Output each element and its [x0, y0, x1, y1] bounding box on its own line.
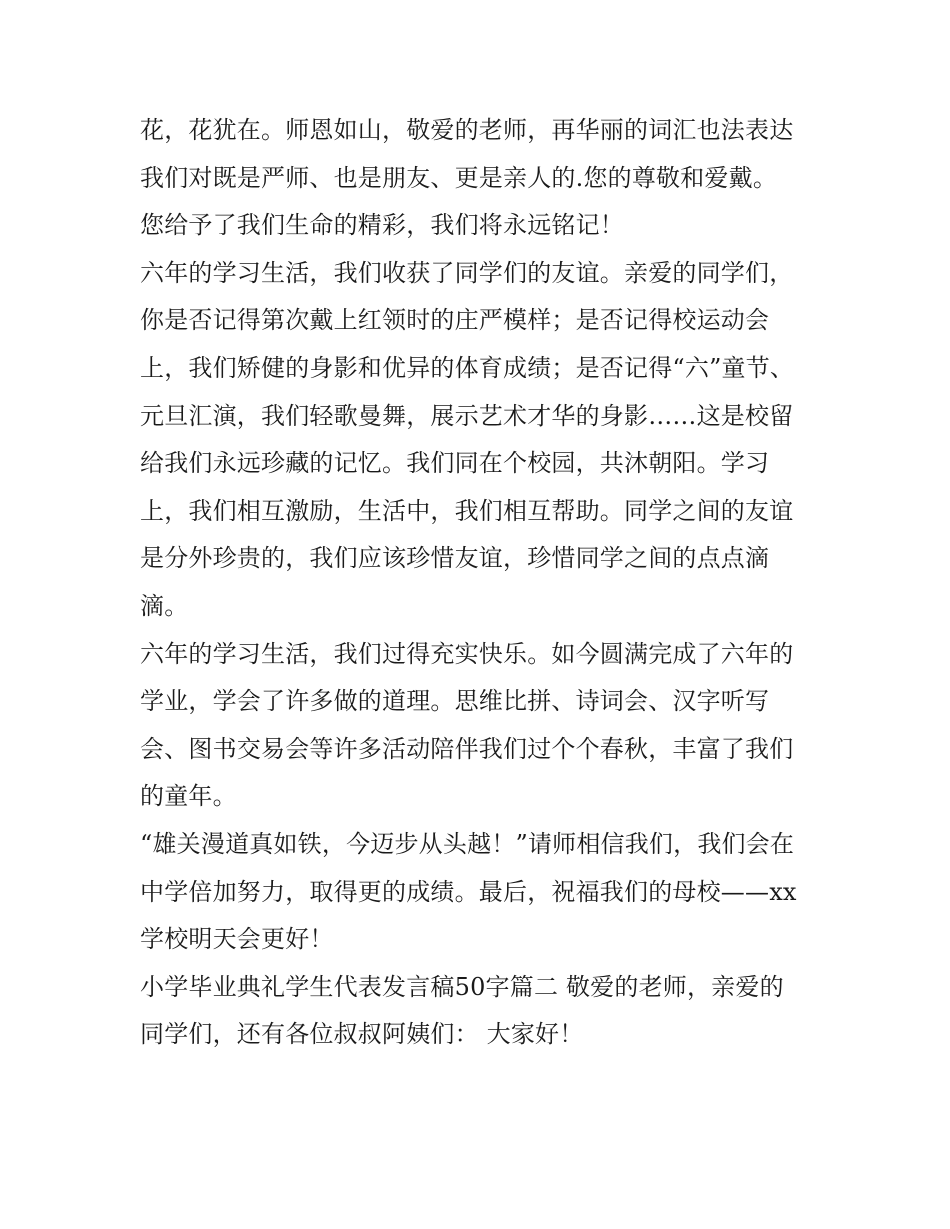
text-line: 会、图书交易会等许多活动陪伴我们过个个春秋，丰富了我们	[140, 734, 794, 763]
text-line: 学校明天会更好！	[140, 925, 334, 954]
text-line: 元旦汇演，我们轻歌曼舞，展示艺术才华的身影……这是校留	[140, 401, 794, 430]
text-line: 是分外珍贵的，我们应该珍惜友谊，珍惜同学之间的点点滴	[140, 544, 770, 573]
text-line: 您给予了我们生命的精彩，我们将永远铭记！	[140, 211, 624, 240]
text-line: “雄关漫道真如铁，今迈步从头越！”请师相信我们，我们会在	[140, 829, 795, 858]
text-line: 中学倍加努力，取得更的成绩。最后，祝福我们的母校——xx	[140, 877, 797, 906]
text-line: 的童年。	[140, 782, 237, 811]
text-line: 六年的学习生活，我们收获了同学们的友谊。亲爱的同学们，	[140, 258, 794, 287]
text-line: 上，我们相互激励，生活中，我们相互帮助。同学之间的友谊	[140, 496, 794, 525]
text-line: 滴。	[140, 591, 189, 620]
text-line: 上，我们矫健的身影和优异的体育成绩；是否记得“六”童节、	[140, 353, 795, 382]
text-line: 同学们，还有各位叔叔阿姨们： 大家好！	[140, 1020, 584, 1049]
text-line: 六年的学习生活，我们过得充实快乐。如今圆满完成了六年的	[140, 639, 794, 668]
text-line: 小学毕业典礼学生代表发言稿50字篇二 敬爱的老师，亲爱的	[140, 972, 784, 1001]
text-line: 我们对既是严师、也是朋友、更是亲人的.您的尊敬和爱戴。	[140, 163, 778, 192]
text-line: 学业，学会了许多做的道理。思维比拼、诗词会、汉字听写	[140, 687, 770, 716]
text-line: 给我们永远珍藏的记忆。我们同在个校园，共沐朝阳。学习	[140, 449, 770, 478]
body-text	[140, 107, 820, 1059]
text-line: 你是否记得第次戴上红领时的庄严模样；是否记得校运动会	[140, 306, 770, 335]
text-line: 花，花犹在。师恩如山，敬爱的老师，再华丽的词汇也法表达	[140, 116, 794, 144]
